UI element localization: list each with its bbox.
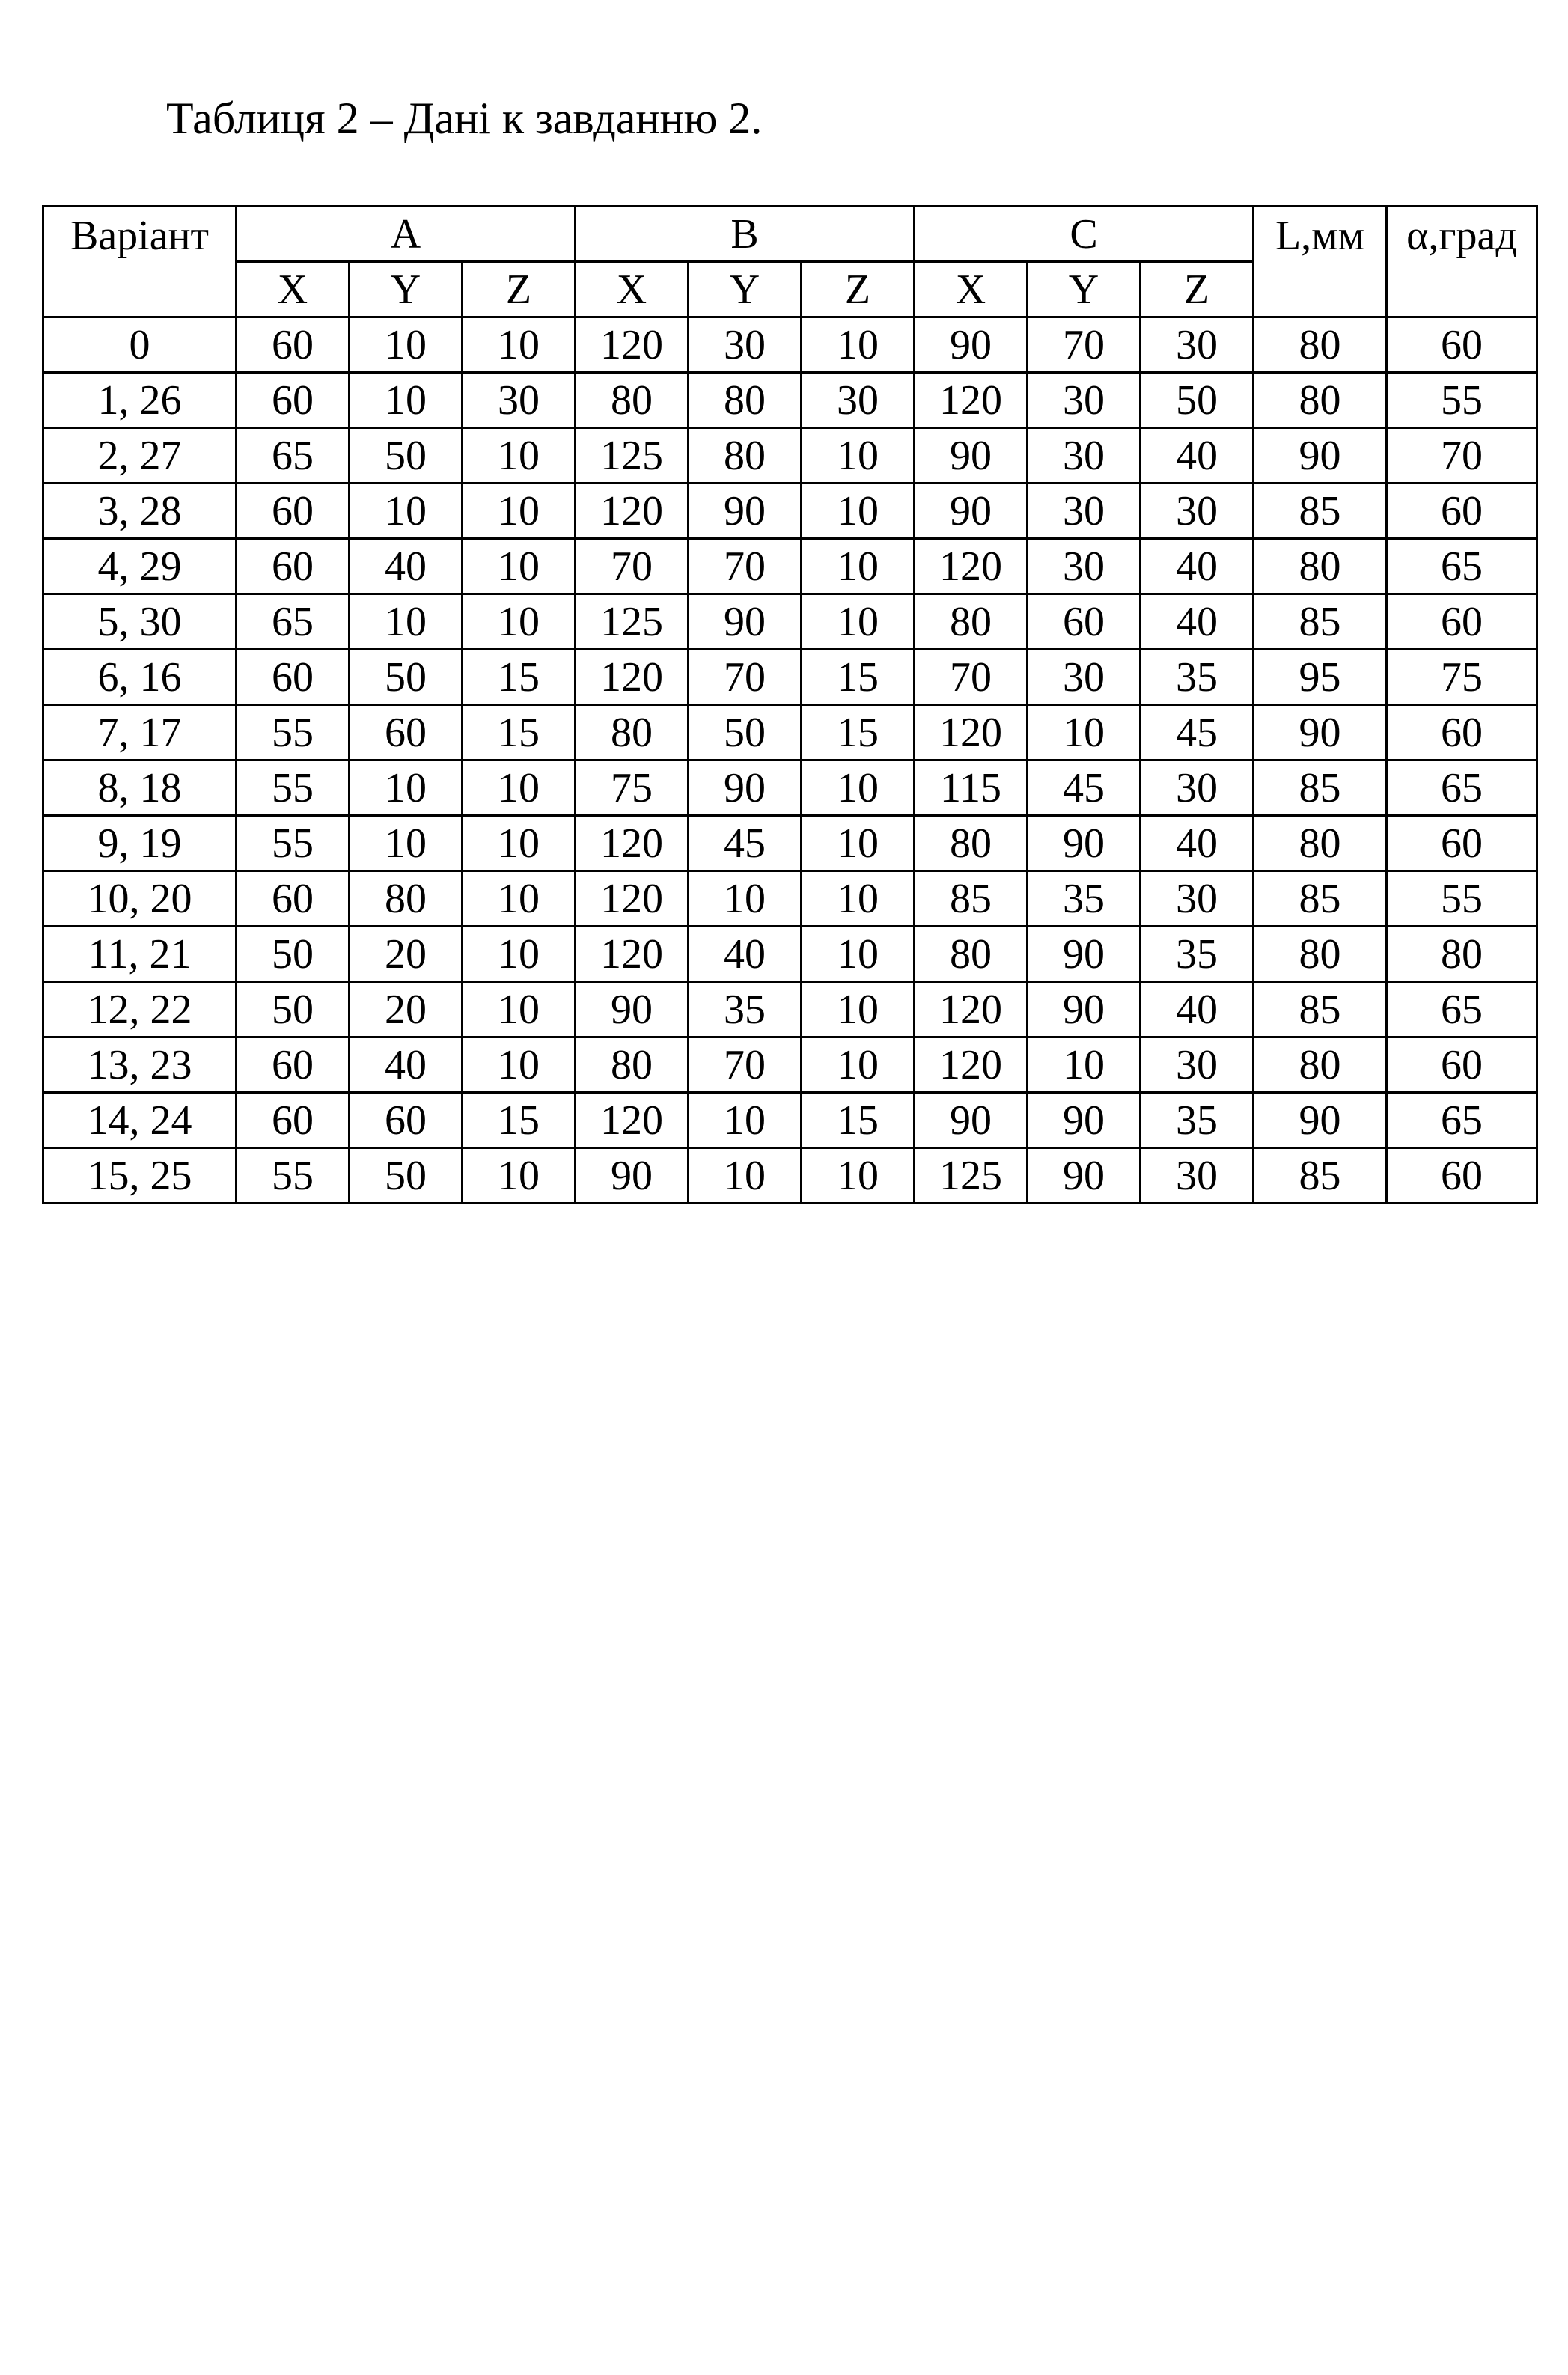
header-b-z: Z bbox=[802, 262, 915, 317]
cell-c-y: 30 bbox=[1028, 373, 1141, 428]
cell-angle: 60 bbox=[1387, 1037, 1537, 1093]
cell-length: 90 bbox=[1254, 705, 1387, 760]
cell-b-x: 90 bbox=[576, 982, 689, 1037]
header-group-b: B bbox=[576, 207, 915, 262]
cell-a-z: 10 bbox=[463, 539, 576, 594]
header-c-z: Z bbox=[1141, 262, 1254, 317]
cell-c-z: 30 bbox=[1141, 484, 1254, 539]
cell-c-x: 90 bbox=[915, 428, 1028, 484]
cell-b-z: 10 bbox=[802, 1037, 915, 1093]
header-c-y: Y bbox=[1028, 262, 1141, 317]
cell-c-y: 90 bbox=[1028, 927, 1141, 982]
cell-a-x: 60 bbox=[237, 373, 350, 428]
cell-length: 85 bbox=[1254, 484, 1387, 539]
header-row-groups bbox=[43, 207, 1537, 262]
cell-c-z: 40 bbox=[1141, 982, 1254, 1037]
cell-length: 90 bbox=[1254, 428, 1387, 484]
cell-c-z: 35 bbox=[1141, 927, 1254, 982]
cell-c-y: 30 bbox=[1028, 428, 1141, 484]
cell-a-x: 65 bbox=[237, 594, 350, 650]
cell-a-y: 60 bbox=[350, 1093, 463, 1148]
cell-a-x: 60 bbox=[237, 539, 350, 594]
table-row bbox=[43, 871, 1537, 927]
cell-a-z: 10 bbox=[463, 760, 576, 816]
cell-b-y: 40 bbox=[689, 927, 802, 982]
cell-a-y: 60 bbox=[350, 705, 463, 760]
cell-b-y: 70 bbox=[689, 650, 802, 705]
cell-b-z: 10 bbox=[802, 982, 915, 1037]
cell-variant: 7, 17 bbox=[43, 705, 237, 760]
cell-length: 80 bbox=[1254, 1037, 1387, 1093]
cell-variant: 2, 27 bbox=[43, 428, 237, 484]
cell-a-z: 10 bbox=[463, 317, 576, 373]
cell-b-z: 10 bbox=[802, 594, 915, 650]
cell-b-x: 120 bbox=[576, 650, 689, 705]
table-row bbox=[43, 373, 1537, 428]
table-row bbox=[43, 760, 1537, 816]
cell-b-x: 125 bbox=[576, 594, 689, 650]
cell-c-x: 80 bbox=[915, 816, 1028, 871]
header-length: L,мм bbox=[1254, 207, 1387, 317]
cell-c-z: 50 bbox=[1141, 373, 1254, 428]
cell-a-y: 10 bbox=[350, 816, 463, 871]
cell-b-x: 120 bbox=[576, 1093, 689, 1148]
cell-b-y: 10 bbox=[689, 871, 802, 927]
cell-b-x: 120 bbox=[576, 871, 689, 927]
cell-b-x: 125 bbox=[576, 428, 689, 484]
cell-variant: 12, 22 bbox=[43, 982, 237, 1037]
cell-a-y: 50 bbox=[350, 650, 463, 705]
cell-c-z: 30 bbox=[1141, 871, 1254, 927]
cell-angle: 65 bbox=[1387, 760, 1537, 816]
cell-c-y: 30 bbox=[1028, 539, 1141, 594]
cell-b-y: 70 bbox=[689, 1037, 802, 1093]
cell-length: 85 bbox=[1254, 594, 1387, 650]
header-group-c: C bbox=[915, 207, 1254, 262]
header-a-y: Y bbox=[350, 262, 463, 317]
cell-length: 80 bbox=[1254, 539, 1387, 594]
cell-a-y: 10 bbox=[350, 373, 463, 428]
cell-a-z: 15 bbox=[463, 705, 576, 760]
cell-b-y: 10 bbox=[689, 1148, 802, 1204]
cell-variant: 8, 18 bbox=[43, 760, 237, 816]
cell-b-y: 35 bbox=[689, 982, 802, 1037]
cell-variant: 9, 19 bbox=[43, 816, 237, 871]
cell-a-x: 60 bbox=[237, 1037, 350, 1093]
cell-b-z: 10 bbox=[802, 760, 915, 816]
data-table bbox=[42, 205, 1538, 1204]
cell-c-z: 30 bbox=[1141, 1148, 1254, 1204]
cell-b-z: 10 bbox=[802, 484, 915, 539]
cell-length: 80 bbox=[1254, 816, 1387, 871]
cell-a-y: 40 bbox=[350, 1037, 463, 1093]
cell-c-x: 80 bbox=[915, 594, 1028, 650]
cell-c-y: 90 bbox=[1028, 816, 1141, 871]
cell-b-x: 120 bbox=[576, 484, 689, 539]
cell-length: 80 bbox=[1254, 927, 1387, 982]
cell-c-y: 90 bbox=[1028, 1148, 1141, 1204]
cell-c-y: 60 bbox=[1028, 594, 1141, 650]
cell-variant: 10, 20 bbox=[43, 871, 237, 927]
cell-a-z: 10 bbox=[463, 871, 576, 927]
cell-c-z: 35 bbox=[1141, 1093, 1254, 1148]
cell-angle: 55 bbox=[1387, 871, 1537, 927]
cell-a-z: 15 bbox=[463, 1093, 576, 1148]
cell-b-y: 80 bbox=[689, 373, 802, 428]
cell-a-z: 10 bbox=[463, 484, 576, 539]
cell-b-z: 15 bbox=[802, 705, 915, 760]
cell-angle: 60 bbox=[1387, 484, 1537, 539]
table-row bbox=[43, 1093, 1537, 1148]
cell-b-x: 120 bbox=[576, 317, 689, 373]
table-row bbox=[43, 594, 1537, 650]
cell-c-z: 40 bbox=[1141, 816, 1254, 871]
cell-a-z: 10 bbox=[463, 927, 576, 982]
cell-length: 85 bbox=[1254, 760, 1387, 816]
cell-c-x: 90 bbox=[915, 484, 1028, 539]
cell-c-z: 30 bbox=[1141, 760, 1254, 816]
cell-c-y: 70 bbox=[1028, 317, 1141, 373]
cell-c-x: 90 bbox=[915, 317, 1028, 373]
cell-a-x: 55 bbox=[237, 816, 350, 871]
cell-length: 85 bbox=[1254, 982, 1387, 1037]
cell-variant: 11, 21 bbox=[43, 927, 237, 982]
cell-a-y: 50 bbox=[350, 1148, 463, 1204]
cell-c-y: 10 bbox=[1028, 705, 1141, 760]
cell-variant: 3, 28 bbox=[43, 484, 237, 539]
header-group-a: A bbox=[237, 207, 576, 262]
cell-a-x: 55 bbox=[237, 760, 350, 816]
cell-angle: 70 bbox=[1387, 428, 1537, 484]
cell-c-x: 120 bbox=[915, 539, 1028, 594]
cell-c-x: 120 bbox=[915, 1037, 1028, 1093]
table-caption: Таблиця 2 – Дані к завданню 2. bbox=[166, 94, 763, 143]
cell-length: 80 bbox=[1254, 317, 1387, 373]
cell-length: 85 bbox=[1254, 1148, 1387, 1204]
cell-a-z: 10 bbox=[463, 982, 576, 1037]
cell-c-x: 115 bbox=[915, 760, 1028, 816]
cell-c-x: 120 bbox=[915, 705, 1028, 760]
cell-b-z: 15 bbox=[802, 1093, 915, 1148]
cell-a-y: 10 bbox=[350, 484, 463, 539]
cell-b-x: 120 bbox=[576, 927, 689, 982]
cell-b-z: 10 bbox=[802, 317, 915, 373]
cell-angle: 55 bbox=[1387, 373, 1537, 428]
cell-b-x: 75 bbox=[576, 760, 689, 816]
cell-variant: 1, 26 bbox=[43, 373, 237, 428]
cell-c-z: 40 bbox=[1141, 428, 1254, 484]
cell-a-x: 60 bbox=[237, 317, 350, 373]
cell-b-y: 30 bbox=[689, 317, 802, 373]
header-b-y: Y bbox=[689, 262, 802, 317]
cell-c-z: 40 bbox=[1141, 594, 1254, 650]
cell-a-x: 55 bbox=[237, 705, 350, 760]
cell-c-y: 30 bbox=[1028, 484, 1141, 539]
cell-b-y: 50 bbox=[689, 705, 802, 760]
cell-c-x: 70 bbox=[915, 650, 1028, 705]
cell-b-z: 10 bbox=[802, 428, 915, 484]
cell-b-y: 90 bbox=[689, 760, 802, 816]
cell-a-z: 15 bbox=[463, 650, 576, 705]
cell-c-z: 45 bbox=[1141, 705, 1254, 760]
cell-a-y: 10 bbox=[350, 594, 463, 650]
header-a-z: Z bbox=[463, 262, 576, 317]
cell-variant: 13, 23 bbox=[43, 1037, 237, 1093]
cell-a-z: 10 bbox=[463, 1148, 576, 1204]
cell-a-x: 60 bbox=[237, 871, 350, 927]
table-row bbox=[43, 1148, 1537, 1204]
cell-a-y: 20 bbox=[350, 927, 463, 982]
cell-c-x: 90 bbox=[915, 1093, 1028, 1148]
cell-a-x: 50 bbox=[237, 982, 350, 1037]
cell-a-y: 10 bbox=[350, 760, 463, 816]
cell-variant: 14, 24 bbox=[43, 1093, 237, 1148]
table-row bbox=[43, 317, 1537, 373]
cell-c-y: 35 bbox=[1028, 871, 1141, 927]
cell-c-x: 80 bbox=[915, 927, 1028, 982]
cell-a-x: 50 bbox=[237, 927, 350, 982]
cell-b-z: 10 bbox=[802, 1148, 915, 1204]
cell-b-z: 15 bbox=[802, 650, 915, 705]
cell-b-x: 70 bbox=[576, 539, 689, 594]
cell-b-y: 90 bbox=[689, 484, 802, 539]
cell-b-z: 10 bbox=[802, 927, 915, 982]
cell-variant: 0 bbox=[43, 317, 237, 373]
cell-c-y: 90 bbox=[1028, 1093, 1141, 1148]
cell-a-z: 10 bbox=[463, 816, 576, 871]
cell-angle: 60 bbox=[1387, 816, 1537, 871]
cell-angle: 60 bbox=[1387, 705, 1537, 760]
table-row bbox=[43, 650, 1537, 705]
table-row bbox=[43, 816, 1537, 871]
cell-angle: 65 bbox=[1387, 982, 1537, 1037]
cell-b-y: 10 bbox=[689, 1093, 802, 1148]
cell-variant: 5, 30 bbox=[43, 594, 237, 650]
cell-length: 90 bbox=[1254, 1093, 1387, 1148]
cell-length: 85 bbox=[1254, 871, 1387, 927]
cell-variant: 15, 25 bbox=[43, 1148, 237, 1204]
cell-b-z: 10 bbox=[802, 816, 915, 871]
header-variant: Варіант bbox=[43, 207, 237, 317]
table-row bbox=[43, 539, 1537, 594]
cell-c-x: 120 bbox=[915, 373, 1028, 428]
cell-c-z: 30 bbox=[1141, 1037, 1254, 1093]
cell-a-x: 65 bbox=[237, 428, 350, 484]
cell-c-z: 35 bbox=[1141, 650, 1254, 705]
cell-angle: 60 bbox=[1387, 317, 1537, 373]
cell-b-y: 45 bbox=[689, 816, 802, 871]
cell-variant: 6, 16 bbox=[43, 650, 237, 705]
cell-b-y: 90 bbox=[689, 594, 802, 650]
cell-angle: 65 bbox=[1387, 539, 1537, 594]
header-b-x: X bbox=[576, 262, 689, 317]
cell-angle: 75 bbox=[1387, 650, 1537, 705]
cell-a-y: 80 bbox=[350, 871, 463, 927]
cell-a-x: 55 bbox=[237, 1148, 350, 1204]
cell-length: 95 bbox=[1254, 650, 1387, 705]
cell-b-z: 10 bbox=[802, 539, 915, 594]
cell-angle: 65 bbox=[1387, 1093, 1537, 1148]
table-header bbox=[43, 207, 1537, 317]
table-row bbox=[43, 705, 1537, 760]
cell-c-y: 30 bbox=[1028, 650, 1141, 705]
cell-a-y: 10 bbox=[350, 317, 463, 373]
header-angle: α,град bbox=[1387, 207, 1537, 317]
cell-c-x: 125 bbox=[915, 1148, 1028, 1204]
cell-a-x: 60 bbox=[237, 484, 350, 539]
cell-a-y: 40 bbox=[350, 539, 463, 594]
cell-b-x: 120 bbox=[576, 816, 689, 871]
cell-angle: 60 bbox=[1387, 594, 1537, 650]
table-row bbox=[43, 927, 1537, 982]
cell-c-z: 40 bbox=[1141, 539, 1254, 594]
cell-c-x: 85 bbox=[915, 871, 1028, 927]
cell-b-y: 70 bbox=[689, 539, 802, 594]
table-row bbox=[43, 982, 1537, 1037]
cell-angle: 80 bbox=[1387, 927, 1537, 982]
cell-a-z: 10 bbox=[463, 594, 576, 650]
cell-a-z: 10 bbox=[463, 428, 576, 484]
cell-b-x: 80 bbox=[576, 1037, 689, 1093]
header-a-x: X bbox=[237, 262, 350, 317]
cell-a-z: 10 bbox=[463, 1037, 576, 1093]
cell-b-x: 80 bbox=[576, 705, 689, 760]
cell-a-y: 20 bbox=[350, 982, 463, 1037]
cell-a-y: 50 bbox=[350, 428, 463, 484]
cell-a-x: 60 bbox=[237, 650, 350, 705]
table-row bbox=[43, 1037, 1537, 1093]
cell-c-y: 10 bbox=[1028, 1037, 1141, 1093]
cell-angle: 60 bbox=[1387, 1148, 1537, 1204]
table-row bbox=[43, 428, 1537, 484]
cell-length: 80 bbox=[1254, 373, 1387, 428]
cell-a-x: 60 bbox=[237, 1093, 350, 1148]
cell-b-y: 80 bbox=[689, 428, 802, 484]
cell-c-y: 45 bbox=[1028, 760, 1141, 816]
cell-c-y: 90 bbox=[1028, 982, 1141, 1037]
cell-variant: 4, 29 bbox=[43, 539, 237, 594]
cell-b-x: 80 bbox=[576, 373, 689, 428]
table-row bbox=[43, 484, 1537, 539]
cell-a-z: 30 bbox=[463, 373, 576, 428]
cell-b-z: 30 bbox=[802, 373, 915, 428]
cell-c-x: 120 bbox=[915, 982, 1028, 1037]
header-c-x: X bbox=[915, 262, 1028, 317]
cell-b-z: 10 bbox=[802, 871, 915, 927]
table-body bbox=[43, 317, 1537, 1204]
cell-c-z: 30 bbox=[1141, 317, 1254, 373]
cell-b-x: 90 bbox=[576, 1148, 689, 1204]
